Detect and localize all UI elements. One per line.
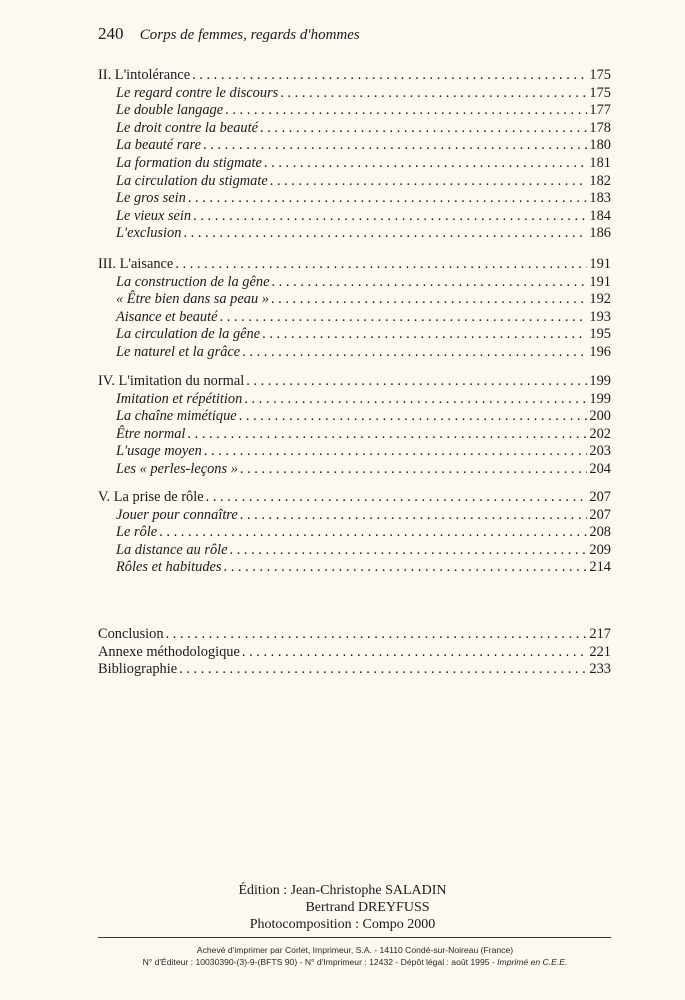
- dot-leader: [238, 461, 588, 479]
- dot-leader: [164, 626, 588, 644]
- imprint-block: [90, 944, 620, 968]
- dot-leader: [223, 102, 587, 120]
- toc-entry: [98, 173, 611, 191]
- toc-entry: [98, 507, 611, 525]
- toc-entry-title: La beauté rare: [116, 137, 202, 154]
- toc-section-heading-page: 175: [589, 67, 611, 83]
- toc-entry-title: La formation du stigmate: [116, 154, 262, 171]
- dot-leader: [269, 274, 587, 292]
- toc-section: [98, 489, 611, 577]
- toc-section-heading: [98, 489, 611, 507]
- toc-entry-title: La circulation de la gêne: [116, 326, 261, 343]
- toc-section: [98, 373, 611, 479]
- running-title: Corps de femmes, regards d'hommes: [139, 27, 360, 43]
- back-matter-entry-page: 233: [589, 661, 611, 678]
- back-matter-entry-title: Annexe méthodologique: [98, 643, 240, 660]
- dot-leader: [202, 443, 588, 461]
- back-matter-entry-title: Conclusion: [98, 626, 164, 642]
- credits-photocomposition: Photocomposition : Compo 2000: [249, 917, 436, 932]
- toc-entry-title: Le double langage: [116, 102, 224, 119]
- toc-entry: [98, 391, 611, 409]
- back-matter-entry-page: 217: [589, 626, 611, 642]
- toc-entry: [98, 426, 611, 444]
- toc-entry-page: 182: [589, 172, 611, 189]
- credits-block: [0, 882, 685, 933]
- toc-entry-title: Le naturel et la grâce: [116, 343, 241, 360]
- toc-entry-page: 186: [589, 225, 611, 242]
- toc-entry-title: L'usage moyen: [116, 443, 202, 460]
- toc-entry-title: La construction de la gêne: [116, 273, 270, 290]
- dot-leader: [269, 291, 587, 309]
- imprint-printer: Achevé d'imprimer par Corlet, Imprimeur, S.A. - 14110 Condé-sur-Noireau (France): [196, 945, 514, 955]
- imprint-legal-text: N° d'Éditeur : 10030390-(3)-9-(BFTS 90) - N° d'Imprimeur : 12432 - Dépôt légal : août 1995 -: [142, 957, 495, 967]
- toc-entry-title: La circulation du stigmate: [116, 172, 268, 189]
- toc-section-heading-title: IV. L'imitation du normal: [98, 373, 245, 389]
- toc-section-heading: [98, 256, 611, 274]
- toc-entry-page: 192: [589, 291, 611, 308]
- toc-entry-page: 208: [589, 524, 611, 541]
- toc-entry-title: Jouer pour connaître: [116, 506, 238, 523]
- toc-entry-title: Être normal: [116, 425, 186, 442]
- toc-entry-page: 196: [589, 343, 611, 360]
- dot-leader: [228, 542, 588, 560]
- toc-section-heading-title: II. L'intolérance: [98, 67, 191, 83]
- toc-entry-title: Les « perles-leçons »: [116, 460, 238, 477]
- toc-entry: [98, 137, 611, 155]
- dot-leader: [177, 661, 587, 679]
- dot-leader: [204, 489, 588, 507]
- dot-leader: [268, 173, 588, 191]
- page-header: [98, 24, 360, 44]
- divider-rule: [98, 937, 611, 938]
- dot-leader: [237, 408, 588, 426]
- toc-entry: [98, 85, 611, 103]
- credits-editor2: Bertrand DREYFUSS: [305, 900, 430, 915]
- dot-leader: [260, 326, 587, 344]
- dot-leader: [240, 644, 588, 662]
- dot-leader: [185, 426, 587, 444]
- toc-entry-title: Le regard contre le discours: [116, 84, 279, 101]
- toc-entry-page: 184: [589, 207, 611, 224]
- toc-entry-title: Le vieux sein: [116, 207, 192, 224]
- toc-entry-page: 180: [589, 137, 611, 154]
- toc-section: [98, 67, 611, 243]
- dot-leader: [222, 559, 588, 577]
- dot-leader: [258, 120, 587, 138]
- toc-section-heading-title: III. L'aisance: [98, 256, 174, 272]
- toc-entry-page: 195: [589, 326, 611, 343]
- toc-entry-page: 191: [589, 273, 611, 290]
- toc-entry-page: 204: [589, 460, 611, 477]
- toc-entry-title: La chaîne mimétique: [116, 408, 237, 425]
- dot-leader: [190, 67, 587, 85]
- toc-entry: [98, 542, 611, 560]
- toc-section-heading-page: 207: [589, 489, 611, 505]
- dot-leader: [157, 524, 587, 542]
- toc-section-heading-page: 191: [589, 256, 611, 272]
- toc-entry: [98, 155, 611, 173]
- toc-section-heading-title: V. La prise de rôle: [98, 489, 204, 505]
- back-matter-entry: [98, 644, 611, 662]
- page-number: 240: [98, 24, 124, 43]
- toc-entry-page: 193: [589, 308, 611, 325]
- toc-section: [98, 256, 611, 362]
- toc-entry: [98, 408, 611, 426]
- toc-entry-page: 200: [589, 408, 611, 425]
- toc-entry-page: 209: [589, 541, 611, 558]
- toc-entry-title: Aisance et beauté: [116, 308, 218, 325]
- toc-entry-title: Imitation et répétition: [116, 390, 243, 407]
- toc-entry: [98, 559, 611, 577]
- toc-entry: [98, 208, 611, 226]
- toc-entry-title: Le droit contre la beauté: [116, 119, 259, 136]
- toc-entry-page: 202: [589, 425, 611, 442]
- dot-leader: [240, 344, 587, 362]
- toc-entry: [98, 225, 611, 243]
- toc-entry-page: 214: [589, 559, 611, 576]
- back-matter-list: [98, 626, 611, 679]
- toc-entry: [98, 443, 611, 461]
- toc-entry: [98, 291, 611, 309]
- toc-entry-title: La distance au rôle: [116, 541, 228, 558]
- toc-entry: [98, 524, 611, 542]
- dot-leader: [173, 256, 587, 274]
- dot-leader: [262, 155, 587, 173]
- toc-entry-page: 203: [589, 443, 611, 460]
- dot-leader: [191, 208, 587, 226]
- dot-leader: [242, 391, 587, 409]
- toc-entry: [98, 461, 611, 479]
- toc-entry-page: 207: [589, 506, 611, 523]
- toc-entry-page: 199: [589, 390, 611, 407]
- imprint-legal: [90, 956, 620, 968]
- back-matter-entry: [98, 626, 611, 644]
- toc-entry-page: 183: [589, 190, 611, 207]
- dot-leader: [238, 507, 588, 525]
- toc-entry-page: 181: [589, 154, 611, 171]
- toc-entry-title: « Être bien dans sa peau »: [116, 291, 269, 308]
- dot-leader: [181, 225, 587, 243]
- dot-leader: [244, 373, 587, 391]
- toc-entry: [98, 274, 611, 292]
- toc-entry: [98, 190, 611, 208]
- dot-leader: [278, 85, 587, 103]
- credits-edition: Édition : Jean-Christophe SALADIN: [238, 883, 447, 898]
- toc-section-heading: [98, 373, 611, 391]
- toc-entry-title: Le gros sein: [116, 190, 186, 207]
- toc-entry-page: 178: [589, 119, 611, 136]
- back-matter-entry-page: 221: [589, 643, 611, 660]
- toc-entry: [98, 102, 611, 120]
- back-matter-entry: [98, 661, 611, 679]
- dot-leader: [186, 190, 588, 208]
- toc-entry: [98, 344, 611, 362]
- toc-entry-title: Rôles et habitudes: [116, 559, 222, 576]
- imprint-origin: Imprimé en C.E.E.: [497, 957, 568, 967]
- toc-section-heading: [98, 67, 611, 85]
- dot-leader: [218, 309, 588, 327]
- toc-entry-page: 175: [589, 84, 611, 101]
- toc-entry: [98, 326, 611, 344]
- toc-section-heading-page: 199: [589, 373, 611, 389]
- toc-entry: [98, 309, 611, 327]
- dot-leader: [201, 137, 587, 155]
- back-matter-entry-title: Bibliographie: [98, 661, 178, 678]
- toc-entry: [98, 120, 611, 138]
- toc-entry-page: 177: [589, 102, 611, 119]
- toc-entry-title: L'exclusion: [116, 225, 182, 242]
- toc-entry-title: Le rôle: [116, 524, 158, 541]
